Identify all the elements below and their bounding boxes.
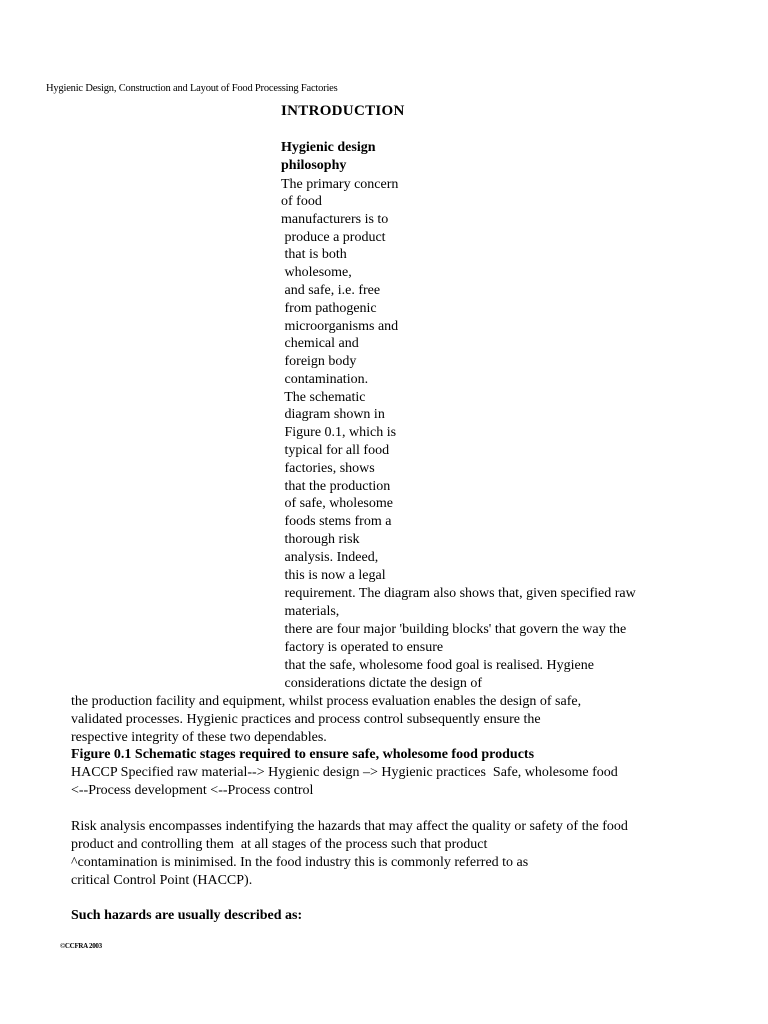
text-line: from pathogenic — [281, 301, 377, 316]
text-line: that the safe, wholesome food goal is realised. Hygiene — [281, 658, 594, 673]
text-line: produce a product — [281, 230, 386, 245]
text-line: wholesome, — [281, 265, 352, 280]
text-line: ^contamination is minimised. In the food industry this is commonly referred to as — [71, 855, 529, 870]
section-heading: INTRODUCTION — [281, 103, 405, 119]
text-line: there are four major 'building blocks' that govern the way the — [281, 622, 627, 637]
figure-line: <--Process development <--Process control — [71, 783, 314, 798]
text-line: thorough risk — [281, 532, 360, 547]
hazards-heading: Such hazards are usually described as: — [71, 908, 303, 923]
text-line: of food — [281, 194, 322, 209]
text-line: foreign body — [281, 354, 357, 369]
text-line: and safe, i.e. free — [281, 283, 381, 298]
text-line: of safe, wholesome — [281, 496, 393, 511]
text-line: analysis. Indeed, — [281, 550, 379, 565]
text-line: microorganisms and — [281, 319, 399, 334]
text-line: respective integrity of these two dependables. — [71, 730, 327, 745]
text-line: the production facility and equipment, whilst process evaluation enables the design of safe, — [71, 694, 582, 709]
text-line: Risk analysis encompasses indentifying the hazards that may affect the quality or safety of the food — [71, 819, 628, 834]
text-line: product and controlling them at all stages of the process such that product — [71, 837, 488, 852]
text-line: materials, — [281, 604, 340, 619]
figure-caption: Figure 0.1 Schematic stages required to ensure safe, wholesome food products — [71, 747, 535, 762]
subheading-line: Hygienic design — [281, 140, 376, 155]
text-line: validated processes. Hygienic practices and process control subsequently ensure the — [71, 712, 541, 727]
text-line: that the production — [281, 479, 391, 494]
text-line: diagram shown in — [281, 407, 385, 422]
text-line: foods stems from a — [281, 514, 392, 529]
text-line: manufacturers is to — [281, 212, 389, 227]
text-line: factories, shows — [281, 461, 375, 476]
figure-line: HACCP Specified raw material--> Hygienic design –> Hygienic practices Safe, wholesome food — [71, 765, 618, 780]
text-line: this is now a legal — [281, 568, 386, 583]
text-line: factory is operated to ensure — [281, 640, 444, 655]
subheading-line: philosophy — [281, 158, 347, 173]
text-line: contamination. — [281, 372, 369, 387]
text-line: critical Control Point (HACCP). — [71, 873, 253, 888]
text-line: requirement. The diagram also shows that, given specified raw — [281, 586, 636, 601]
text-line: that is both — [281, 247, 347, 262]
text-line: typical for all food — [281, 443, 390, 458]
text-line: Figure 0.1, which is — [281, 425, 397, 440]
page-footer: ©CCFRA 2003 — [60, 942, 102, 950]
text-line: The primary concern — [281, 177, 399, 192]
text-line: considerations dictate the design of — [281, 676, 482, 691]
page-header: Hygienic Design, Construction and Layout of Food Processing Factories — [46, 83, 338, 94]
text-line: chemical and — [281, 336, 359, 351]
text-line: The schematic — [281, 390, 366, 405]
